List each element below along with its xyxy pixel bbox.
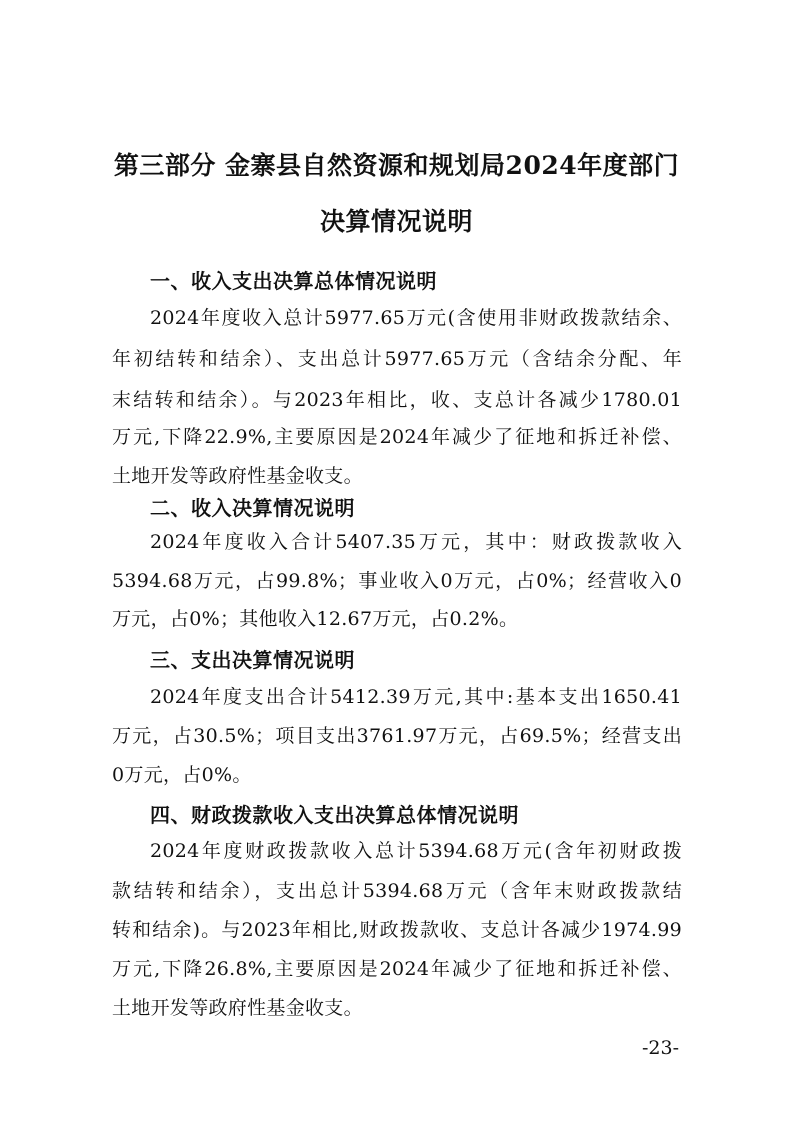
section-3-line-2: 万元，占30.5%；项目支出3761.97万元，占69.5%；经营支出 [112, 725, 682, 747]
document-title-line-1: 第三部分 金寨县自然资源和规划局2024年度部门 [113, 151, 680, 180]
section-3-heading: 三、支出决算情况说明 [150, 648, 355, 672]
section-1-line-3: 末结转和结余）。与2023年相比，收、支总计各减少1780.01 [112, 389, 682, 411]
section-1-heading: 一、收入支出决算总体情况说明 [150, 269, 437, 293]
document-title-line-2: 决算情况说明 [319, 207, 473, 236]
section-4-line-5: 土地开发等政府性基金收支。 [112, 997, 363, 1019]
section-1-line-5: 土地开发等政府性基金收支。 [112, 465, 363, 487]
section-1-line-1: 2024年度收入总计5977.65万元(含使用非财政拨款结余、 [150, 307, 682, 329]
section-1-line-4: 万元,下降22.9%,主要原因是2024年减少了征地和拆迁补偿、 [112, 426, 682, 448]
section-3-line-3: 0万元，占0%。 [112, 764, 252, 786]
section-4-line-1: 2024年度财政拨款收入总计5394.68万元(含年初财政拨 [150, 840, 682, 862]
section-4-heading: 四、财政拨款收入支出决算总体情况说明 [150, 803, 519, 827]
section-4-line-4: 万元,下降26.8%,主要原因是2024年减少了征地和拆迁补偿、 [112, 958, 682, 980]
section-2-heading: 二、收入决算情况说明 [150, 496, 355, 520]
section-2-line-1: 2024年度收入合计5407.35万元，其中：财政拨款收入 [150, 531, 682, 553]
page-number: -23- [642, 1037, 680, 1059]
section-3-line-1: 2024年度支出合计5412.39万元,其中:基本支出1650.41 [150, 686, 682, 708]
section-1-line-2: 年初结转和结余）、支出总计5977.65万元（含结余分配、年 [112, 348, 682, 370]
section-4-line-2: 款结转和结余），支出总计5394.68万元（含年末财政拨款结 [112, 880, 682, 902]
section-2-line-2: 5394.68万元，占99.8%；事业收入0万元，占0%；经营收入0 [112, 570, 682, 592]
section-2-line-3: 万元，占0%；其他收入12.67万元，占0.2%。 [112, 608, 519, 630]
section-4-line-3: 转和结余)。与2023年相比,财政拨款收、支总计各减少1974.99 [112, 919, 682, 941]
